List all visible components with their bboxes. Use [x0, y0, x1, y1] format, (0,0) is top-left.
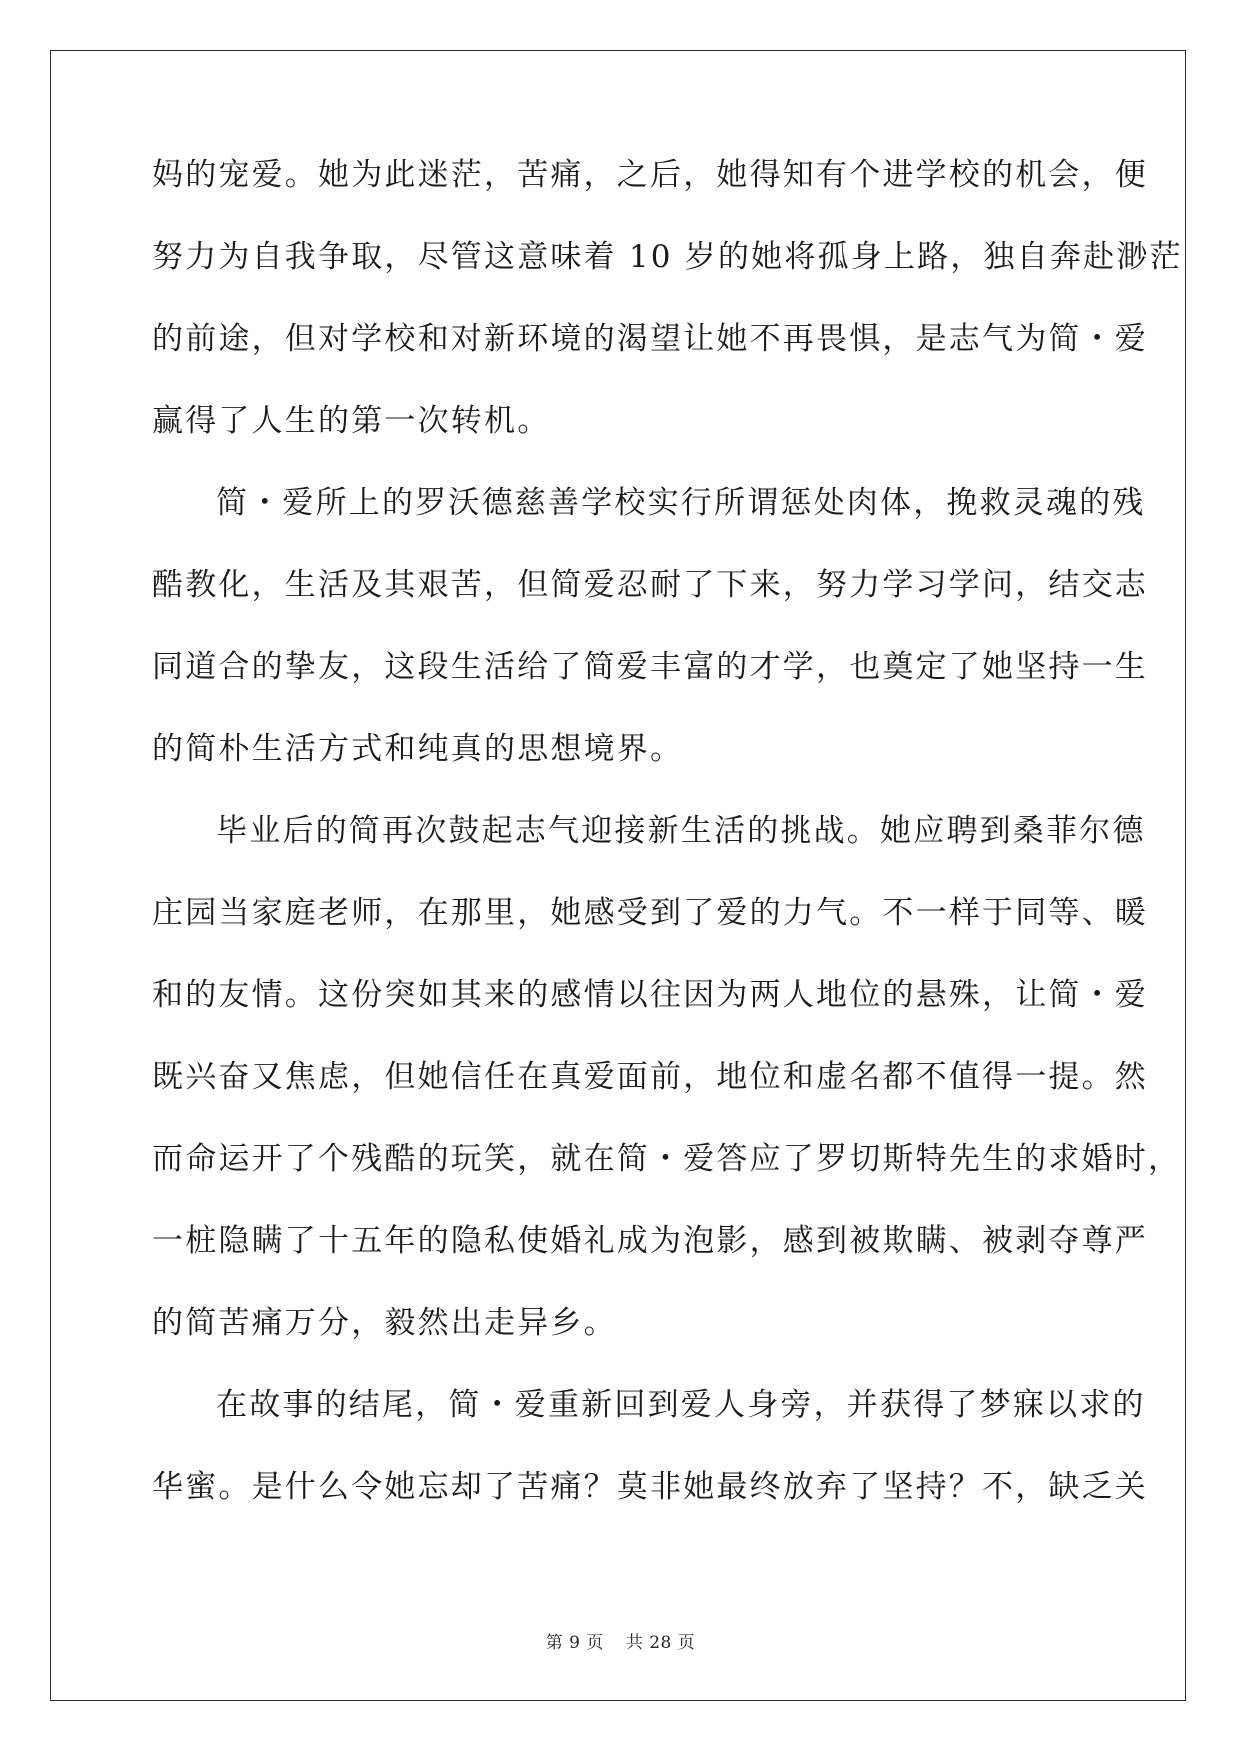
text-line: 的简苦痛万分，毅然出走异乡。: [152, 1305, 617, 1341]
text-line: 和的友情。这份突如其来的感情以往因为两人地位的悬殊，让简・爱: [152, 977, 1148, 1013]
text-line: 的简朴生活方式和纯真的思想境界。: [152, 731, 684, 767]
document-body: [152, 157, 1183, 1554]
page-footer: [0, 1628, 1241, 1653]
text-line: 妈的宠爱。她为此迷茫，苦痛，之后，她得知有个进学校的机会，便: [152, 157, 1148, 193]
text-line: 同道合的挚友，这段生活给了简爱丰富的才学，也奠定了她坚持一生: [152, 649, 1148, 685]
text-line: 赢得了人生的第一次转机。: [152, 403, 551, 439]
text-line: 而命运开了个残酷的玩笑，就在简・爱答应了罗切斯特先生的求婚时，: [152, 1141, 1182, 1177]
text-line: 既兴奋又焦虑，但她信任在真爱面前，地位和虚名都不值得一提。然: [152, 1059, 1148, 1095]
text-line: 简・爱所上的罗沃德慈善学校实行所谓惩处肉体，挽救灵魂的残: [216, 485, 1146, 521]
text-line: 华蜜。是什么令她忘却了苦痛？莫非她最终放弃了坚持？不，缺乏关: [152, 1469, 1148, 1505]
text-line: 在故事的结尾，简・爱重新回到爱人身旁，并获得了梦寐以求的: [216, 1387, 1146, 1423]
page-total: 共 28 页: [625, 1633, 696, 1653]
text-line: 庄园当家庭老师，在那里，她感受到了爱的力气。不一样于同等、暖: [152, 895, 1148, 931]
text-line: 努力为自我争取，尽管这意味着 10 岁的她将孤身上路，独自奔赴渺茫: [152, 239, 1183, 275]
text-line: 毕业后的简再次鼓起志气迎接新生活的挑战。她应聘到桑菲尔德: [216, 813, 1146, 849]
page-number: 第 9 页: [545, 1633, 604, 1653]
text-line: 的前途，但对学校和对新环境的渴望让她不再畏惧，是志气为简・爱: [152, 321, 1148, 357]
text-line: 酷教化，生活及其艰苦，但简爱忍耐了下来，努力学习学问，结交志: [152, 567, 1148, 603]
text-line: 一桩隐瞒了十五年的隐私使婚礼成为泡影，感到被欺瞒、被剥夺尊严: [152, 1223, 1148, 1259]
